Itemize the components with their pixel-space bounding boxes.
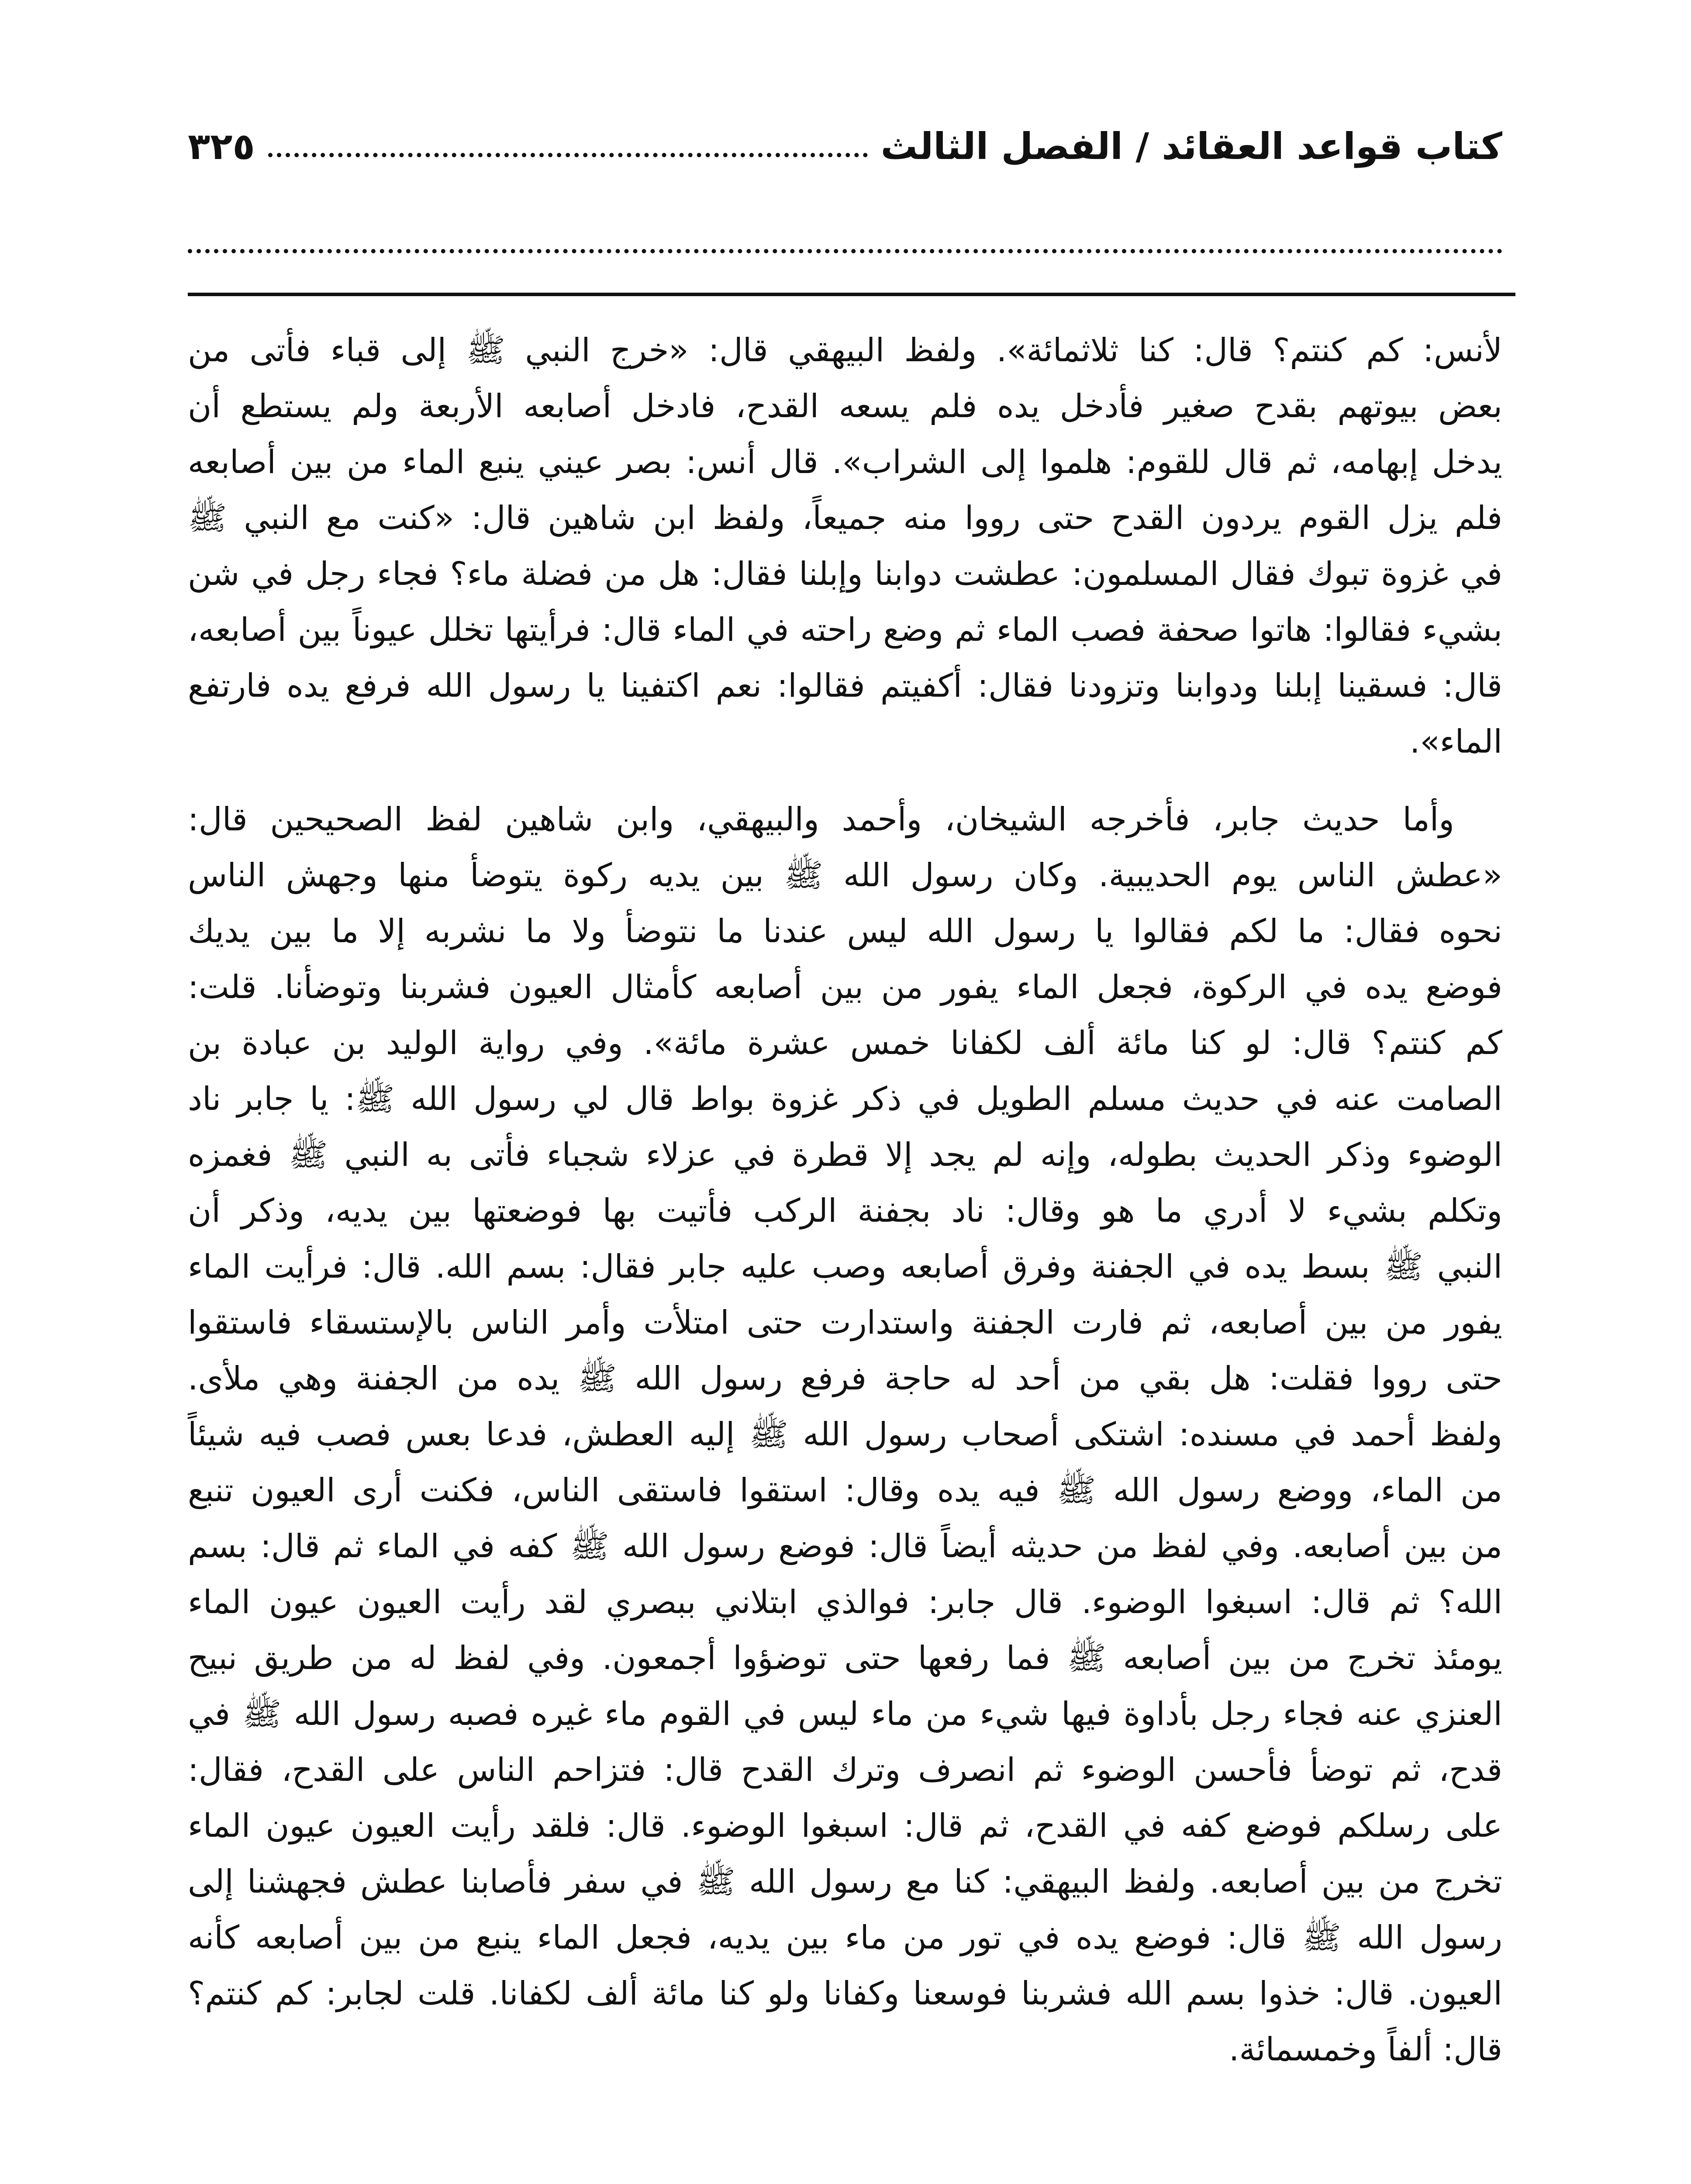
text-line: يدخل إبهامه، ثم قال للقوم: هلموا إلى الشراب». قال أنس: بصر عيني ينبع الماء من بين أصابعه [188, 443, 1502, 481]
text-line: بشيء فقالوا: هاتوا صحفة فصب الماء ثم وضع راحته في الماء قال: فرأيتها تخلل عيوناً بين أصابعه، [188, 611, 1502, 649]
text-line: بعض بيوتهم بقدح صغير فأدخل يده فلم يسعه القدح، فادخل أصابعه الأربعة ولم يستطع أن [188, 387, 1502, 425]
text-line: العنزي عنه فجاء رجل بأداوة فيها شيء من ماء ليس في القوم ماء غيره فصبه رسول الله ﷺ في [188, 1695, 1502, 1733]
text-line: رسول الله ﷺ قال: فوضع يده في تور من ماء بين يديه، فجعل الماء ينبع من بين أصابعه كأنه [188, 1919, 1502, 1956]
paragraph-1 [188, 322, 1502, 770]
text-line: الوضوء وذكر الحديث بطوله، وإنه لم يجد إلا قطرة في عزلاء شجباء فأتى به النبي ﷺ فغمزه [188, 1136, 1502, 1174]
text-line: تخرج من بين أصابعه. ولفظ البيهقي: كنا مع رسول الله ﷺ في سفر فأصابنا عطش فجهشنا إلى [188, 1863, 1502, 1901]
text-line: العيون. قال: خذوا بسم الله فشربنا فوسعنا وكفانا ولو كنا مائة ألف لكفانا. قلت لجابر: كم كنتم؟ [188, 1975, 1502, 2012]
text-line: فوضع يده في الركوة، فجعل الماء يفور من بين أصابعه كأمثال العيون فشربنا وتوضأنا. قلت: [188, 968, 1502, 1006]
text-line: يومئذ تخرج من بين أصابعه ﷺ فما رفعها حتى توضؤوا أجمعون. وفي لفظ له من طريق نبيح [188, 1639, 1502, 1677]
header-rule [188, 293, 1515, 296]
text-line: النبي ﷺ بسط يده في الجفنة وفرق أصابعه وصب عليه جابر فقال: بسم الله. قال: فرأيت الماء [188, 1248, 1502, 1286]
page-body [188, 322, 1502, 2077]
dotted-separator [188, 249, 1502, 253]
running-header [188, 118, 1502, 175]
text-line: في غزوة تبوك فقال المسلمون: عطشت دوابنا وإبلنا فقال: هل من فضلة ماء؟ فجاء رجل في شن [188, 555, 1502, 593]
paragraph-2 [188, 791, 1502, 2077]
text-line: الله؟ ثم قال: اسبغوا الوضوء. قال جابر: فوالذي ابتلاني ببصري لقد رأيت العيون عيون الماء [188, 1583, 1502, 1621]
text-line: يفور من بين أصابعه، ثم فارت الجفنة واستدارت حتى امتلأت وأمر الناس بالإستسقاء فاستقوا [188, 1304, 1502, 1341]
text-line: وأما حديث جابر، فأخرجه الشيخان، وأحمد والبيهقي، وابن شاهين لفظ الصحيحين قال: [188, 801, 1454, 838]
text-line: «عطش الناس يوم الحديبية. وكان رسول الله ﷺ بين يديه ركوة يتوضأ منها وجهش الناس [188, 857, 1502, 894]
text-line: الصامت عنه في حديث مسلم الطويل في ذكر غزوة بواط قال لي رسول الله ﷺ: يا جابر ناد [188, 1080, 1502, 1118]
text-line: على رسلكم فوضع كفه في القدح، ثم قال: اسبغوا الوضوء. قال: فلقد رأيت العيون عيون الماء [188, 1807, 1502, 1845]
text-line: حتى رووا فقلت: هل بقي من أحد له حاجة فرفع رسول الله ﷺ يده من الجفنة وهي ملأى. [188, 1360, 1502, 1397]
text-line: من الماء، ووضع رسول الله ﷺ فيه يده وقال: استقوا فاستقى الناس، فكنت أرى العيون تنبع [188, 1472, 1502, 1509]
dotted-leader [268, 135, 868, 157]
text-line: نحوه فقال: ما لكم فقالوا يا رسول الله ليس عندنا ما نتوضأ ولا ما نشربه إلا ما بين يديك [188, 912, 1502, 950]
page-number: ٣٢٥ [188, 125, 255, 168]
text-line: قال: فسقينا إبلنا ودوابنا وتزودنا فقال: أكفيتم فقالوا: نعم اكتفينا يا رسول الله فرفع يده فارتفع [188, 667, 1502, 705]
text-line: من بين أصابعه. وفي لفظ من حديثه أيضاً قال: فوضع رسول الله ﷺ كفه في الماء ثم قال: بسم [188, 1527, 1502, 1565]
text-line: ولفظ أحمد في مسنده: اشتكى أصحاب رسول الله ﷺ إليه العطش، فدعا بعس فصب فيه شيئاً [188, 1416, 1502, 1453]
text-line: فلم يزل القوم يردون القدح حتى رووا منه جميعاً، ولفظ ابن شاهين قال: «كنت مع النبي ﷺ [188, 499, 1502, 537]
text-line: الماء». [1409, 723, 1502, 760]
text-line: قال: ألفاً وخمسمائة. [1229, 2031, 1502, 2068]
running-header-title: كتاب قواعد العقائد / الفصل الثالث [880, 125, 1502, 168]
text-line: وتكلم بشيء لا أدري ما هو وقال: ناد بجفنة الركب فأتيت بها فوضعتها بين يديه، وذكر أن [188, 1192, 1502, 1230]
text-line: لأنس: كم كنتم؟ قال: كنا ثلاثمائة». ولفظ البيهقي قال: «خرج النبي ﷺ إلى قباء فأتى من [188, 332, 1502, 369]
text-line: قدح، ثم توضأ فأحسن الوضوء ثم انصرف وترك القدح قال: فتزاحم الناس على القدح، فقال: [188, 1751, 1502, 1789]
text-line: كم كنتم؟ قال: لو كنا مائة ألف لكفانا خمس عشرة مائة». وفي رواية الوليد بن عبادة بن [188, 1024, 1502, 1062]
